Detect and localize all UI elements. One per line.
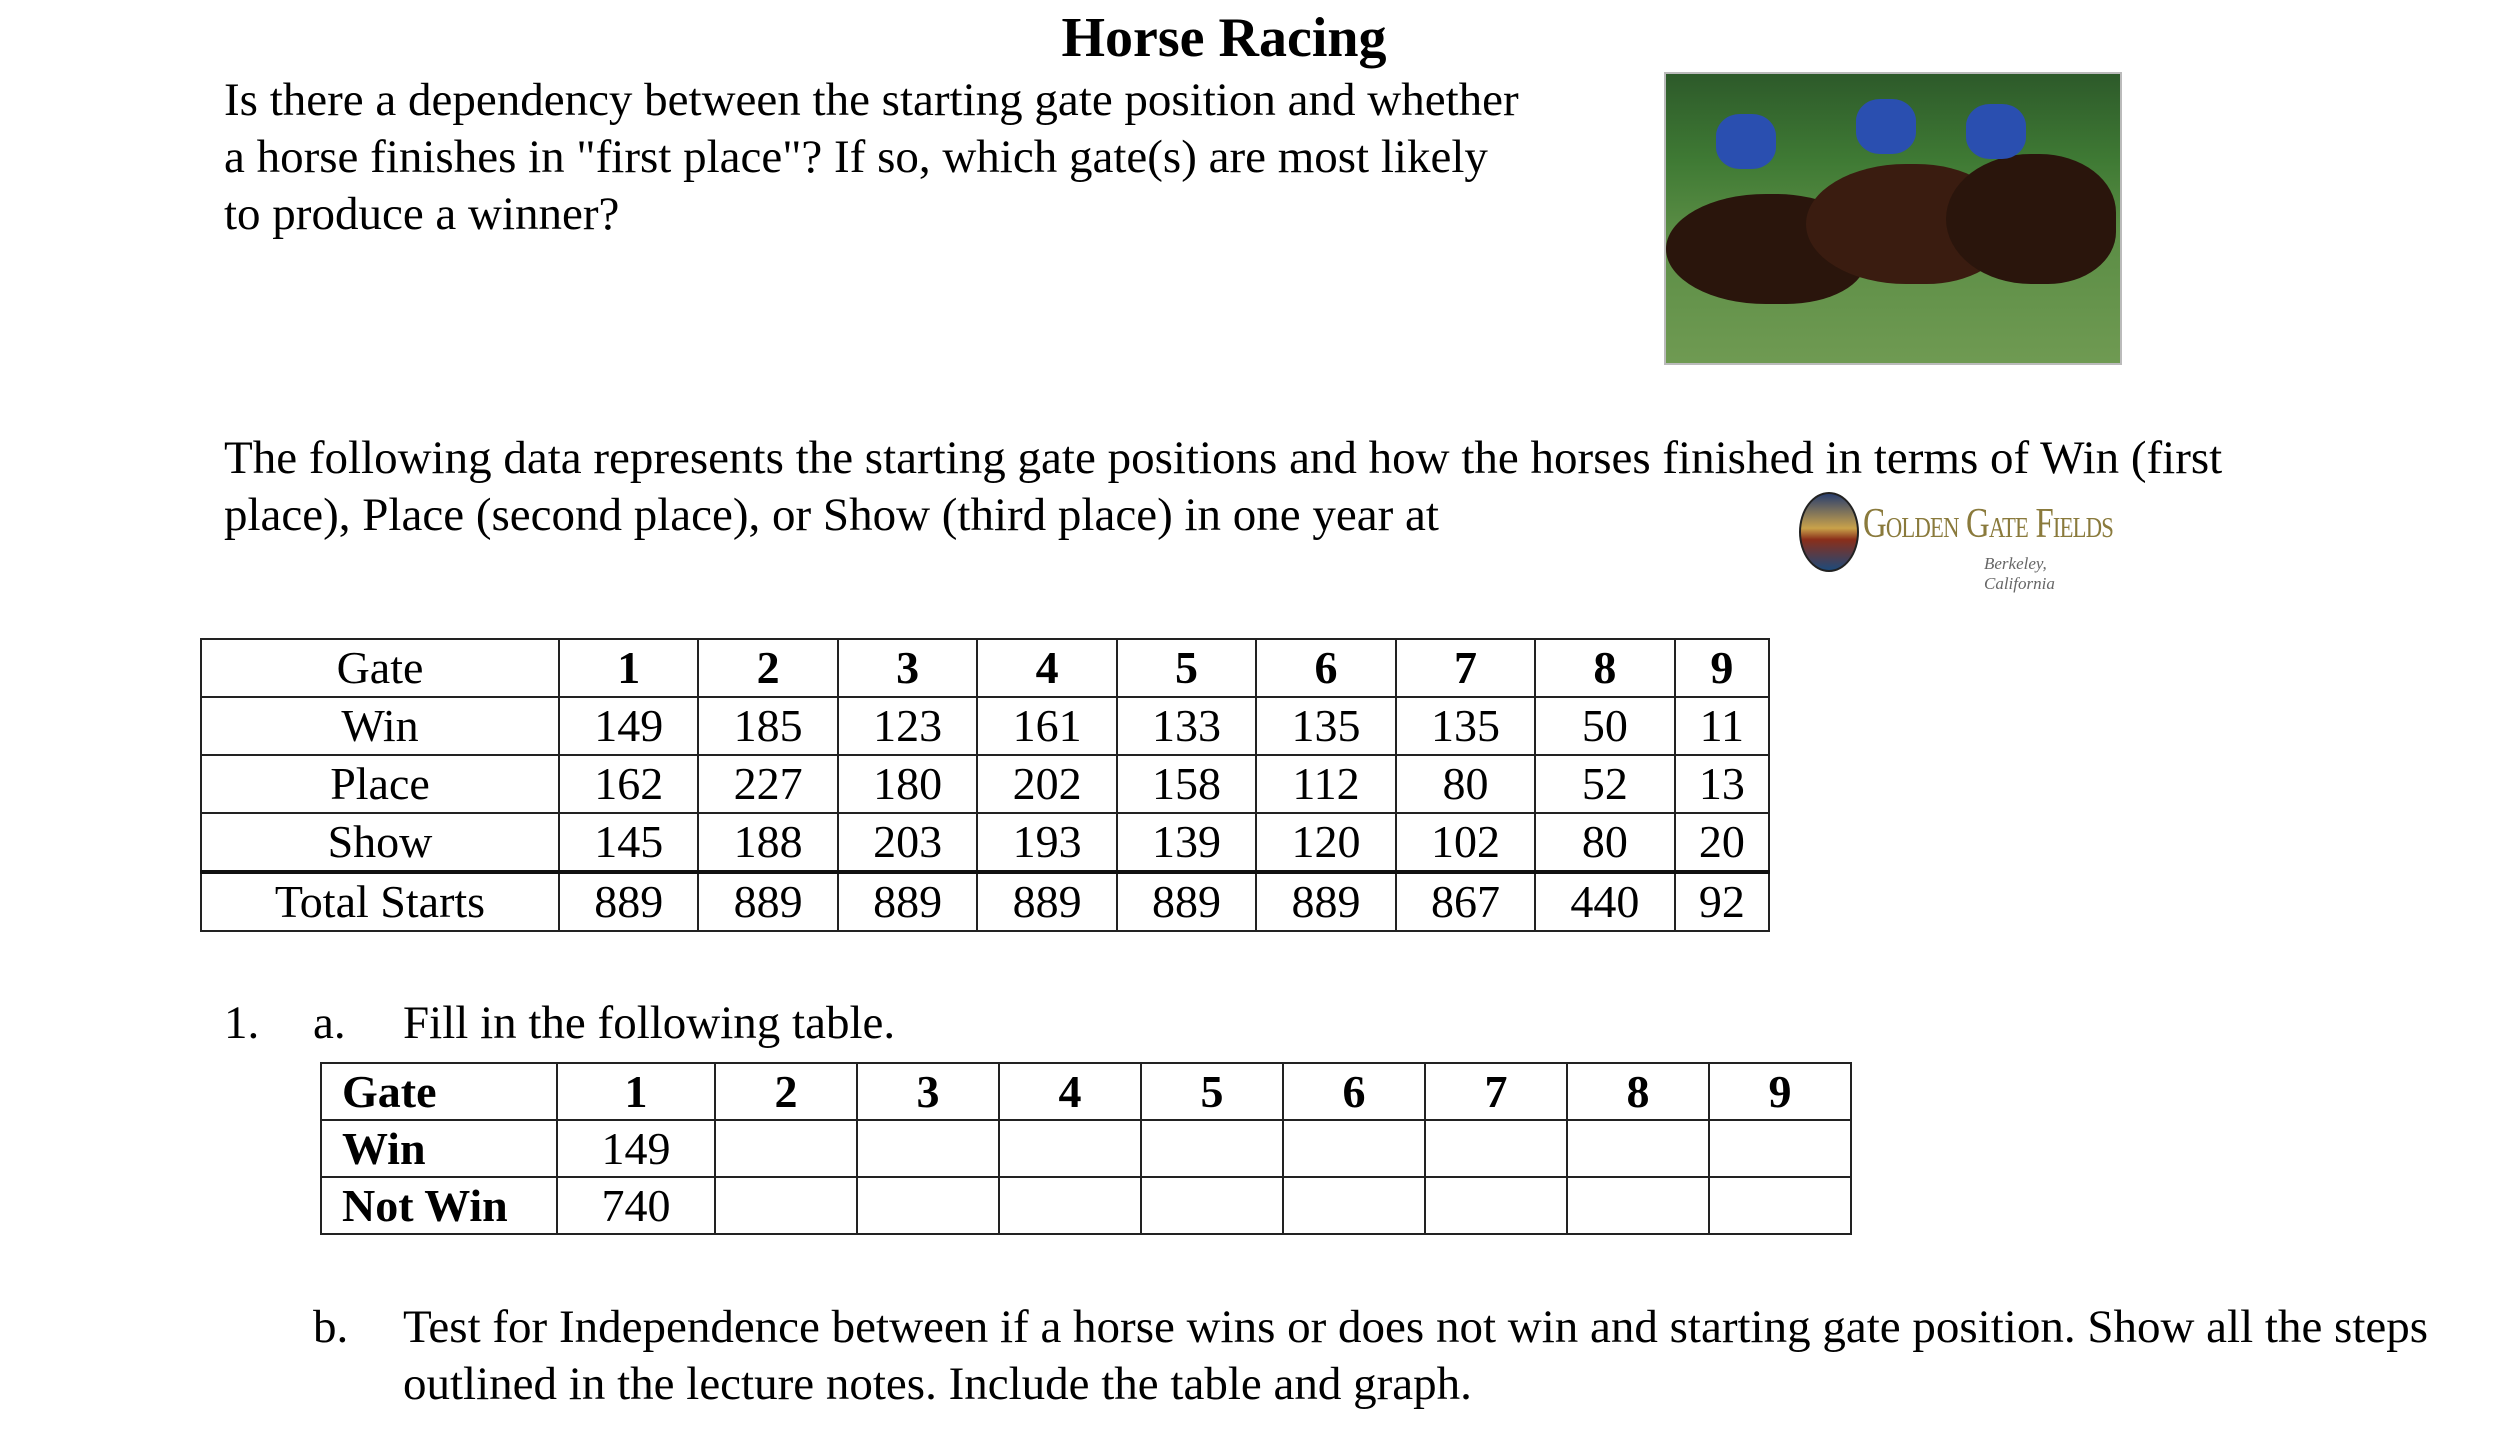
table-cell: 227 (698, 755, 837, 813)
blank-cell[interactable] (1567, 1177, 1709, 1234)
intro-text: The following data represents the starting gate positions and how the horses finished in terms of Win (first place), Place (second place), or Show (third place) in one year at (224, 432, 2223, 541)
header-gate: 9 (1675, 639, 1769, 697)
blank-cell[interactable] (999, 1120, 1141, 1177)
blank-cell[interactable] (857, 1177, 999, 1234)
table-cell: 92 (1675, 872, 1769, 931)
table-cell: 203 (838, 813, 977, 872)
table-cell: 889 (1256, 872, 1395, 931)
table-cell: 52 (1535, 755, 1674, 813)
table-cell: 889 (838, 872, 977, 931)
horse-racing-photo (1664, 72, 2122, 365)
part-b-text: Test for Independence between if a horse wins or does not win and starting gate position. Show all the steps outlined in the lecture notes. Include the table and graph. (403, 1301, 2429, 1410)
header-gate: 5 (1117, 639, 1256, 697)
header-gate: 7 (1396, 639, 1535, 697)
table-cell: 1 (557, 1063, 715, 1120)
table-cell: 5 (1141, 1063, 1283, 1120)
row-label: Gate (321, 1063, 557, 1120)
table-cell: 867 (1396, 872, 1535, 931)
table-cell: 2 (715, 1063, 857, 1120)
table-cell: 80 (1535, 813, 1674, 872)
table-cell: 185 (698, 697, 837, 755)
table-cell: 149 (559, 697, 698, 755)
table-cell: 50 (1535, 697, 1674, 755)
table-cell: 135 (1256, 697, 1395, 755)
logo-location: Berkeley, California (1984, 554, 2055, 593)
header-gate: 2 (698, 639, 837, 697)
blank-cell[interactable] (1283, 1120, 1425, 1177)
table-cell: 889 (977, 872, 1116, 931)
table-row (201, 813, 1769, 872)
header-gate: 1 (559, 639, 698, 697)
table-cell: 6 (1283, 1063, 1425, 1120)
header-gate: 6 (1256, 639, 1395, 697)
blank-cell[interactable] (1425, 1177, 1567, 1234)
table-cell: 80 (1396, 755, 1535, 813)
header-label: Gate (201, 639, 559, 697)
gate-results-table (200, 638, 1770, 932)
table-cell: 158 (1117, 755, 1256, 813)
blank-cell[interactable] (715, 1177, 857, 1234)
table-cell: 162 (559, 755, 698, 813)
table-cell: 740 (557, 1177, 715, 1234)
blank-cell[interactable] (1709, 1120, 1851, 1177)
table-cell: 102 (1396, 813, 1535, 872)
table-header-row (201, 639, 1769, 697)
table-cell: 8 (1567, 1063, 1709, 1120)
header-gate: 8 (1535, 639, 1674, 697)
fill-in-table (320, 1062, 1852, 1235)
row-label: Not Win (321, 1177, 557, 1234)
header-gate: 3 (838, 639, 977, 697)
logo-name: Golden Gate Fields (1863, 501, 2114, 547)
table-row (321, 1177, 1851, 1234)
row-label: Win (201, 697, 559, 755)
table-header-row (321, 1063, 1851, 1120)
row-label: Win (321, 1120, 557, 1177)
table-cell: 112 (1256, 755, 1395, 813)
table-cell: 180 (838, 755, 977, 813)
bridge-emblem-icon (1799, 492, 1859, 572)
table-cell: 120 (1256, 813, 1395, 872)
table-cell: 440 (1535, 872, 1674, 931)
page-title: Horse Racing (1061, 7, 1387, 69)
blank-cell[interactable] (1425, 1120, 1567, 1177)
blank-cell[interactable] (999, 1177, 1141, 1234)
table-cell: 133 (1117, 697, 1256, 755)
table-row (201, 755, 1769, 813)
table-cell: 4 (999, 1063, 1141, 1120)
table-cell: 3 (857, 1063, 999, 1120)
blank-cell[interactable] (1283, 1177, 1425, 1234)
table-cell: 889 (559, 872, 698, 931)
blank-cell[interactable] (1709, 1177, 1851, 1234)
table-cell: 889 (1117, 872, 1256, 931)
table-cell: 135 (1396, 697, 1535, 755)
table-cell: 7 (1425, 1063, 1567, 1120)
part-a-text: Fill in the following table. (403, 997, 896, 1049)
table-cell: 193 (977, 813, 1116, 872)
table-cell: 123 (838, 697, 977, 755)
table-cell: 889 (698, 872, 837, 931)
table-row (201, 697, 1769, 755)
table-cell: 188 (698, 813, 837, 872)
table-cell: 11 (1675, 697, 1769, 755)
part-a-label: a. (313, 997, 346, 1049)
row-label: Total Starts (201, 872, 559, 931)
blank-cell[interactable] (715, 1120, 857, 1177)
table-cell: 149 (557, 1120, 715, 1177)
row-label: Show (201, 813, 559, 872)
table-cell: 139 (1117, 813, 1256, 872)
blank-cell[interactable] (1567, 1120, 1709, 1177)
header-gate: 4 (977, 639, 1116, 697)
table-cell: 145 (559, 813, 698, 872)
total-starts-row (201, 872, 1769, 931)
row-label: Place (201, 755, 559, 813)
table-cell: 202 (977, 755, 1116, 813)
blank-cell[interactable] (1141, 1120, 1283, 1177)
blank-cell[interactable] (857, 1120, 999, 1177)
table-cell: 20 (1675, 813, 1769, 872)
table-row (321, 1120, 1851, 1177)
table-cell: 9 (1709, 1063, 1851, 1120)
question-number: 1. (224, 997, 260, 1049)
table-cell: 13 (1675, 755, 1769, 813)
part-b-label: b. (313, 1301, 349, 1353)
blank-cell[interactable] (1141, 1177, 1283, 1234)
question-text: Is there a dependency between the starting gate position and whether a horse finishes in "first place"? If so, which gate(s) are most likely to produce a winner? (224, 74, 1519, 240)
golden-gate-fields-logo (1799, 488, 2119, 593)
table-cell: 161 (977, 697, 1116, 755)
